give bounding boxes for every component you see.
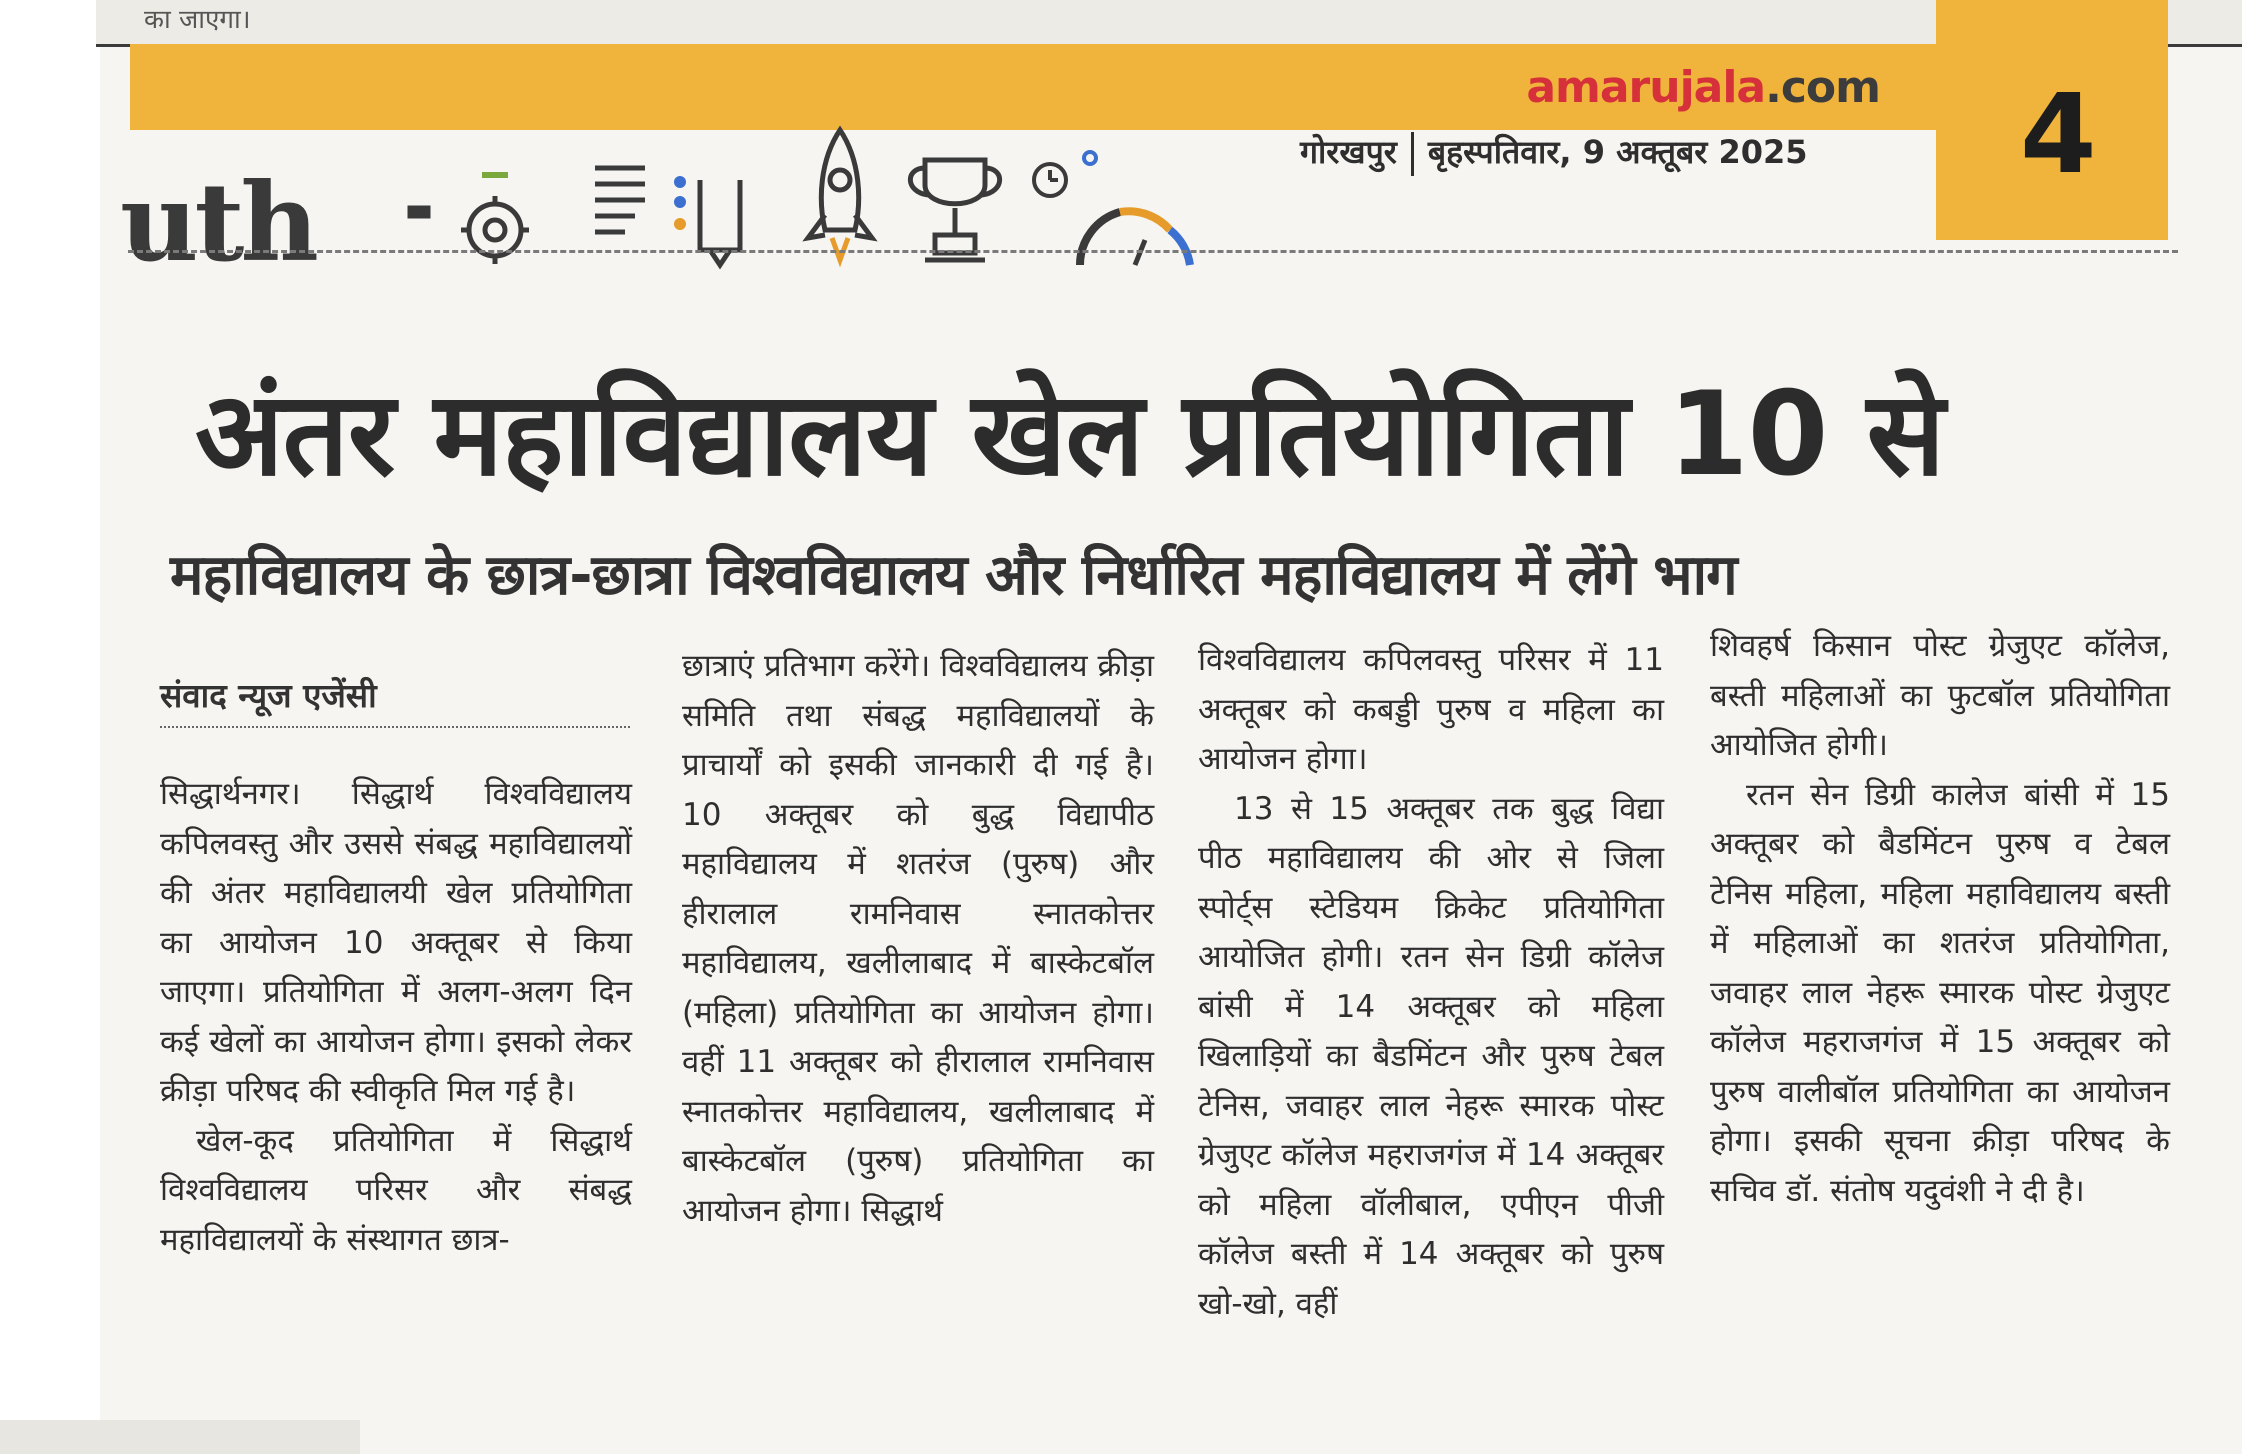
- site-tld: .com: [1765, 62, 1880, 113]
- dateline-city: गोरखपुर: [1300, 133, 1397, 171]
- column-3-paragraph-2: 13 से 15 अक्तूबर तक बुद्ध विद्या पीठ महाविद्यालय की ओर से जिला स्पोर्ट्स स्टेडियम क्रिकेट प्रतियोगिता आयोजित होगी। रतन सेन डिग्री कॉलेज बांसी में 14 अक्तूबर को महिला खिलाड़ियों का बैडमिंटन और पुरुष टेबल टेनिस, जवाहर लाल नेहरू स्मारक पोस्ट ग्रेजुएट कॉलेज महराजगंज में 14 अक्तूबर को महिला वॉलीबाल, एपीएन पीजी कॉलेज बस्ती में 14 अक्तूबर को पुरुष खो-खो, वहीं: [1198, 790, 1664, 1322]
- previous-article-text: का जाएगा।: [144, 5, 251, 35]
- dateline-separator: [1411, 132, 1414, 176]
- masthead-banner: [130, 44, 1940, 130]
- article-subheadline: महाविद्यालय के छात्र-छात्रा विश्वविद्यालय और निर्धारित महाविद्यालय में लेंगे भाग: [170, 543, 1737, 608]
- scan-edge: [0, 1420, 360, 1454]
- byline-rule: [160, 726, 630, 728]
- column-1-paragraph-1: सिद्धार्थनगर। सिद्धार्थ विश्वविद्यालय कपिलवस्तु और उससे संबद्ध महाविद्यालयों की अंतर महाविद्यालयी खेल प्रतियोगिता का आयोजन 10 अक्तूबर से किया जाएगा। प्रतियोगिता में अलग-अलग दिन कई खेलों का आयोजन होगा। इसको लेकर क्रीड़ा परिषद की स्वीकृति मिल गई है।: [160, 776, 632, 1109]
- column-4-paragraph-2: रतन सेन डिग्री कालेज बांसी में 15 अक्तूबर को बैडमिंटन पुरुष व टेबल टेनिस महिला, महिला महाविद्यालय बस्ती में महिलाओं का शतरंज प्रतियोगिता, जवाहर लाल नेहरू स्मारक पोस्ट ग्रेजुएट कॉलेज महराजगंज में 15 अक्तूबर को पुरुष वालीबॉल प्रतियोगिता का आयोजन होगा। इसकी सूचना क्रीड़ा परिषद के सचिव डॉ. संतोष यदुवंशी ने दी है।: [1710, 776, 2170, 1209]
- column-2-paragraph-1: छात्राएं प्रतिभाग करेंगे। विश्वविद्यालय क्रीड़ा समिति तथा संबद्ध महाविद्यालयों के प्राचार्यों को इसकी जानकारी दी गई है। 10 अक्तूबर को बुद्ध विद्यापीठ महाविद्यालय में शतरंज (पुरुष) और हीरालाल रामनिवास स्नातकोत्तर महाविद्यालय, खलीलाबाद में बास्केटबॉल (महिला) प्रतियोगिता का आयोजन होगा। वहीं 11 अक्तूबर को हीरालाल रामनिवास स्नातकोत्तर महाविद्यालय, खलीलाबाद में बास्केटबॉल (पुरुष) प्रतियोगिता का आयोजन होगा। सिद्धार्थ: [682, 648, 1154, 1229]
- rocket-icon: [808, 130, 872, 260]
- column-3-paragraph-1: विश्वविद्यालय कपिलवस्तु परिसर में 11 अक्तूबर को कबड्डी पुरुष व महिला का आयोजन होगा।: [1198, 642, 1664, 777]
- trophy-icon: [910, 160, 999, 260]
- page-number: 4: [2020, 70, 2097, 198]
- section-title: uth: [120, 160, 315, 286]
- article-column-2: [682, 642, 1154, 1236]
- dateline: [1300, 130, 1808, 176]
- clock-icon: [1034, 152, 1096, 196]
- gauge-icon: [1080, 211, 1190, 265]
- section-divider: [128, 250, 2178, 253]
- section-icons: [400, 120, 1220, 270]
- dateline-date: बृहस्पतिवार, 9 अक्तूबर 2025: [1427, 133, 1808, 171]
- site-logo: [1526, 62, 1880, 113]
- article-column-1: [160, 770, 632, 1265]
- scan-margin: [0, 0, 100, 1454]
- site-brand: amarujala: [1526, 62, 1766, 113]
- column-1-paragraph-2: खेल-कूद प्रतियोगिता में सिद्धार्थ विश्वविद्यालय परिसर और संबद्ध महाविद्यालयों के संस्थागत छात्र-: [160, 1122, 632, 1258]
- article-column-4: [1710, 622, 2170, 1216]
- article-headline: अंतर महाविद्यालय खेल प्रतियोगिता 10 से: [195, 367, 1945, 502]
- article-column-3: [1198, 636, 1664, 1329]
- article-byline: संवाद न्यूज एजेंसी: [160, 676, 377, 715]
- previous-article-strip: [96, 0, 2242, 47]
- column-4-paragraph-1: शिवहर्ष किसान पोस्ट ग्रेजुएट कॉलेज, बस्ती महिलाओं का फुटबॉल प्रतियोगिता आयोजित होगी।: [1710, 628, 2170, 763]
